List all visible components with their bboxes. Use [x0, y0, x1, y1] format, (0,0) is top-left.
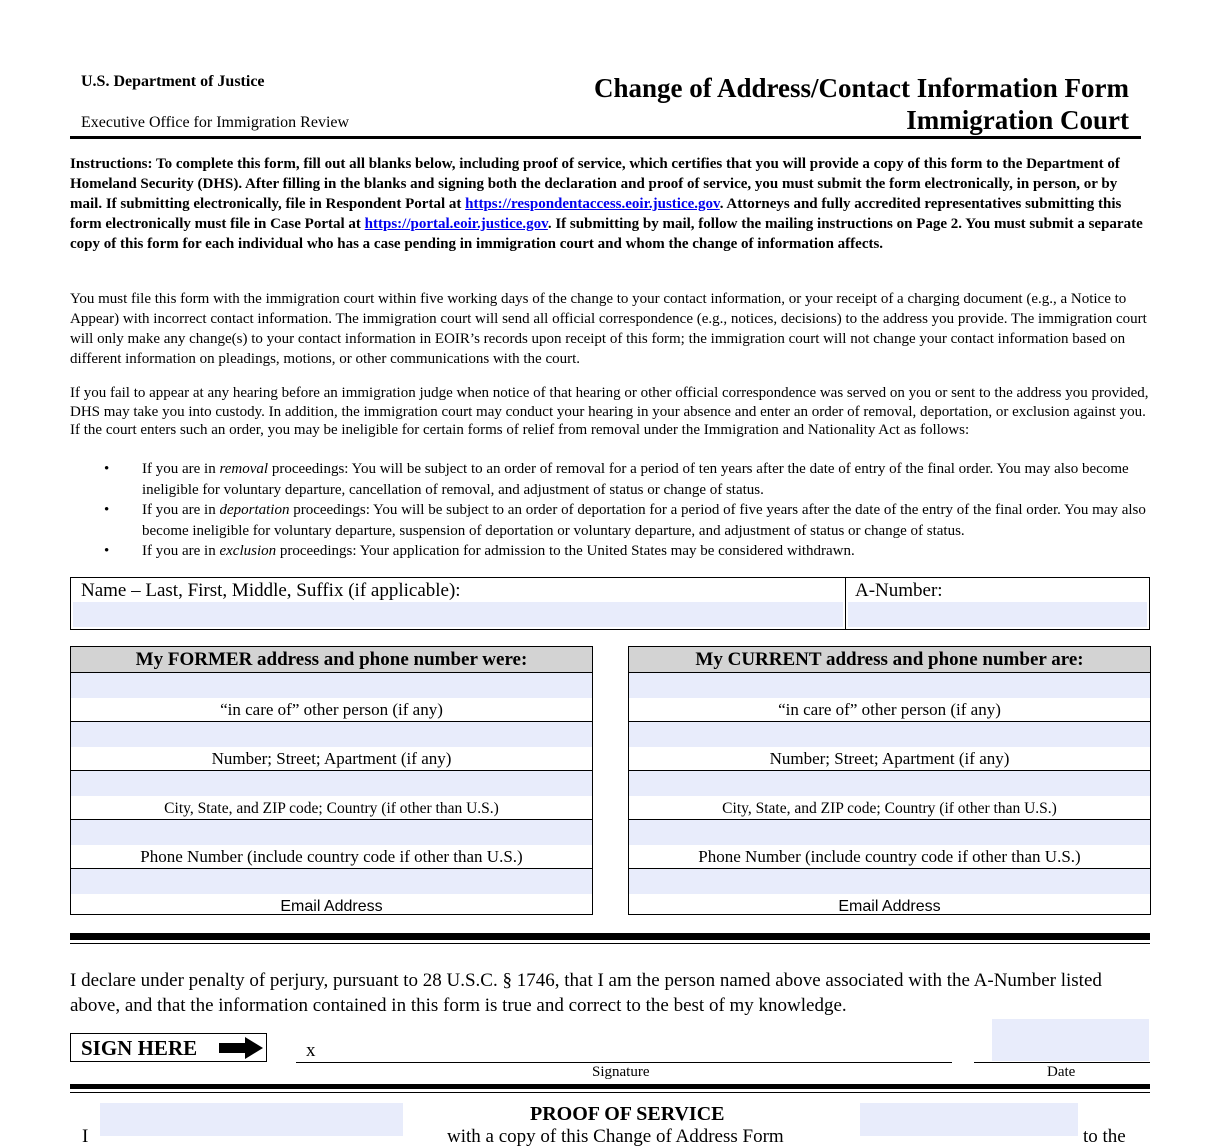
proof-text-start: I	[82, 1126, 89, 1147]
former-email-row	[71, 869, 592, 917]
current-address-heading: My CURRENT address and phone number are:	[629, 647, 1150, 673]
current-city-label: City, State, and ZIP code; Country (if other than U.S.)	[722, 800, 1057, 817]
consequences-list	[70, 459, 1152, 562]
current-street-label: Number; Street; Apartment (if any)	[769, 749, 1010, 768]
list-item: • If you are in removal proceedings: You will be subject to an order of removal for a period of ten years after the date of entry of the final order. You may also become ineligible for voluntary departure, cancellation of removal, and adjustment of status or change of status.	[104, 461, 1129, 498]
current-email-input[interactable]	[629, 869, 1150, 894]
office-name: Executive Office for Immigration Review	[81, 114, 350, 131]
instructions	[70, 154, 1150, 254]
current-phone-row	[629, 820, 1150, 869]
former-address-heading: My FORMER address and phone number were:	[71, 647, 592, 673]
current-email-row	[629, 869, 1150, 917]
former-street-row	[71, 722, 592, 771]
date-input[interactable]	[992, 1019, 1149, 1061]
signature-x-mark: x	[306, 1040, 316, 1061]
instructions-text-b: . Attorneys and fully accredited representatives submitting this form electronically must file in Case Portal at	[70, 196, 1122, 232]
anumber-input[interactable]	[848, 602, 1147, 627]
date-label: Date	[1047, 1064, 1076, 1080]
proof-name-input[interactable]	[100, 1103, 403, 1136]
sign-here-box	[70, 1033, 267, 1062]
form-title	[594, 72, 1129, 136]
former-phone-label: Phone Number (include country code if other than U.S.)	[140, 847, 523, 866]
former-phone-row	[71, 820, 592, 869]
section-divider-thick	[70, 933, 1150, 940]
signature-label: Signature	[592, 1064, 650, 1080]
date-line	[974, 1062, 1150, 1063]
respondent-portal-link[interactable]: https://respondentaccess.eoir.justice.gov	[465, 196, 720, 212]
current-email-label: Email Address	[838, 898, 941, 915]
proof-text-end: to the	[1083, 1126, 1126, 1147]
section-divider-thin	[70, 943, 1150, 944]
signature-line[interactable]	[296, 1062, 952, 1063]
former-city-input[interactable]	[71, 771, 592, 796]
current-city-row	[629, 771, 1150, 820]
proof-date-input[interactable]	[860, 1103, 1078, 1136]
current-care-of-row	[629, 673, 1150, 722]
instructions-text-c: . If submitting by mail, follow the mailing instructions on Page 2. You must submit a separate copy of this form for each individual who has a case pending in immigration court and whom the change of information affects.	[70, 216, 1143, 252]
sign-here-label: SIGN HERE	[81, 1036, 198, 1060]
instructions-text-a: Instructions: To complete this form, fill out all blanks below, including proof of service, which certifies that you will provide a copy of this form to the Department of Homeland Security (DHS). After filling in the blanks and signing both the declaration and proof of service, you must submit the form electronically, in person, or by mail. If submitting electronically, file in Respondent Portal at	[70, 156, 1120, 212]
former-street-input[interactable]	[71, 722, 592, 747]
case-portal-link[interactable]: https://portal.eoir.justice.gov	[364, 216, 548, 232]
current-address-box	[628, 646, 1151, 915]
former-city-row	[71, 771, 592, 820]
filing-requirement-paragraph: You must file this form with the immigration court within five working days of the change to your contact information, or your receipt of a charging document (e.g., a Notice to Appear) with incorrect contact information. The immigration court will send all official correspondence (e.g., notices, decisions) to the address you provide. The immigration court will only make any change(s) to your contact information in EOIR’s records upon receipt of this form; the immigration court will not change your contact information based on different information on pleadings, motions, or other communications with the court.	[70, 291, 1147, 367]
former-care-of-input[interactable]	[71, 673, 592, 698]
former-phone-input[interactable]	[71, 820, 592, 845]
name-anumber-box	[70, 577, 1150, 630]
name-box-divider	[845, 578, 846, 629]
list-item: • If you are in deportation proceedings: You will be subject to an order of deportation for a period of five years after the date of the entry of the final order. You may also become ineligible for voluntary departure, suspension of deportation or voluntary departure, and adjustment of status or change of status.	[104, 502, 1146, 539]
former-street-label: Number; Street; Apartment (if any)	[211, 749, 452, 768]
right-arrow-icon	[219, 1037, 263, 1059]
declaration-text: I declare under penalty of perjury, pursuant to 28 U.S.C. § 1746, that I am the person named above associated with the A-Number listed above, and that the information contained in this form is true and correct to the best of my knowledge.	[70, 970, 1102, 1016]
current-phone-input[interactable]	[629, 820, 1150, 845]
former-city-label: City, State, and ZIP code; Country (if other than U.S.)	[164, 800, 499, 817]
proof-of-service-heading: PROOF OF SERVICE	[530, 1103, 725, 1125]
former-care-of-row	[71, 673, 592, 722]
name-input[interactable]	[73, 602, 843, 627]
form-title-line2: Immigration Court	[906, 105, 1129, 135]
form-title-line1: Change of Address/Contact Information Form	[594, 73, 1129, 103]
current-care-of-label: “in care of” other person (if any)	[778, 700, 1001, 719]
proof-divider-thick	[70, 1084, 1150, 1089]
name-label: Name – Last, First, Middle, Suffix (if applicable):	[81, 580, 461, 601]
current-city-input[interactable]	[629, 771, 1150, 796]
former-email-input[interactable]	[71, 869, 592, 894]
failure-to-appear-paragraph: If you fail to appear at any hearing before an immigration judge when notice of that hearing or other official correspondence was served on you or sent to the address you provided, DHS may take you into custody. In addition, the immigration court may conduct your hearing in your absence and enter an order of removal, deportation, or exclusion against you. If the court enters such an order, you may be ineligible for certain forms of relief from removal under the Immigration and Nationality Act as follows:	[70, 385, 1149, 439]
bullet-icon: •	[104, 502, 110, 518]
former-address-box	[70, 646, 593, 915]
current-care-of-input[interactable]	[629, 673, 1150, 698]
current-phone-label: Phone Number (include country code if other than U.S.)	[698, 847, 1081, 866]
current-street-row	[629, 722, 1150, 771]
anumber-label: A-Number:	[855, 580, 943, 601]
bullet-icon: •	[104, 461, 110, 477]
proof-divider-thin	[70, 1092, 1150, 1093]
bullet-icon: •	[104, 543, 110, 559]
current-street-input[interactable]	[629, 722, 1150, 747]
department-name: U.S. Department of Justice	[81, 73, 265, 90]
header-divider	[70, 136, 1141, 139]
former-care-of-label: “in care of” other person (if any)	[220, 700, 443, 719]
list-item: • If you are in exclusion proceedings: Your application for admission to the United States may be considered withdrawn.	[70, 541, 1152, 562]
former-email-label: Email Address	[280, 898, 383, 915]
proof-text-middle: with a copy of this Change of Address Form	[447, 1126, 784, 1147]
